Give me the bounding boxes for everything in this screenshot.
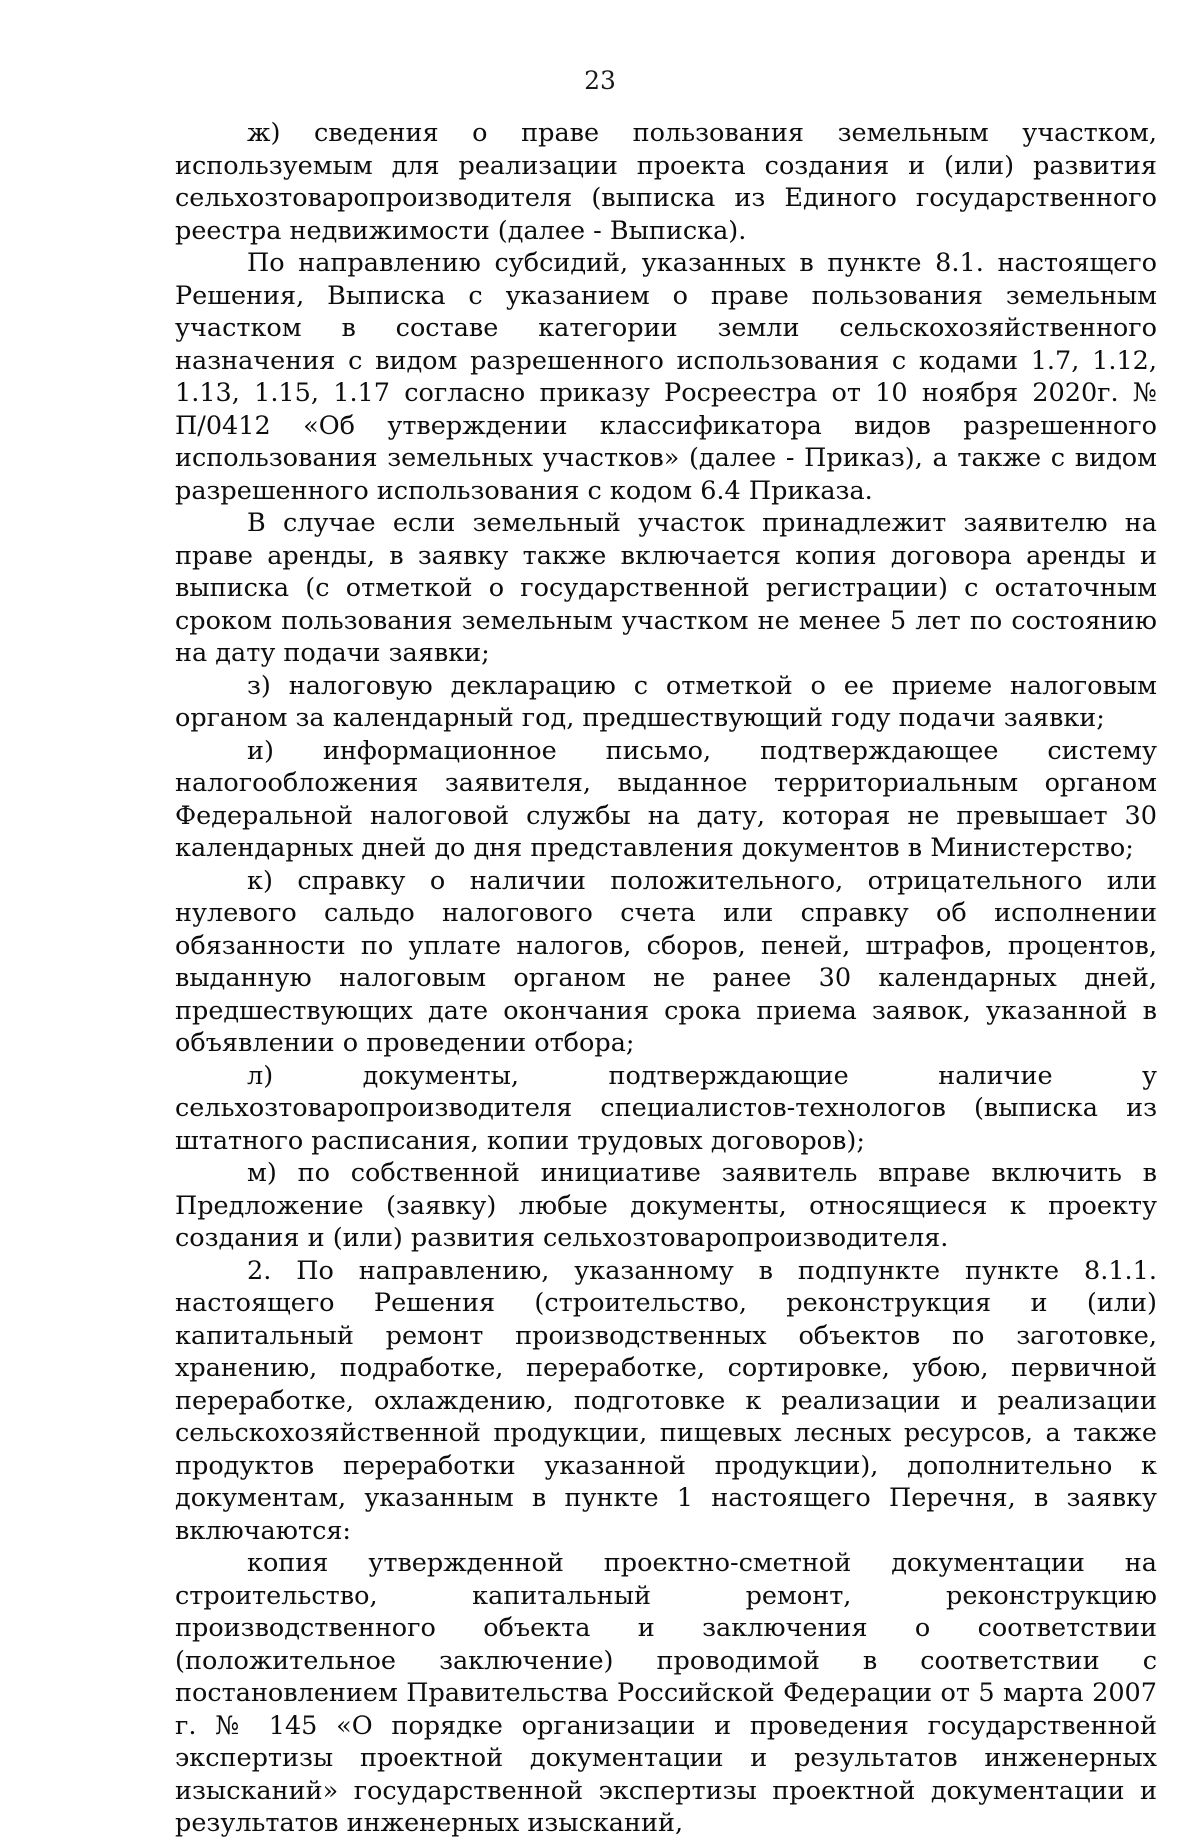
paragraph-i-information-letter: и) информационное письмо, подтверждающее систему налогообложения заявителя, выданное территориальным органом Федеральной налоговой службы на дату, которая не превышает 30 календарных дней до дня представления документов в Министерство;: [175, 735, 1157, 863]
paragraph-k-tax-balance-certificate: к) справку о наличии положительного, отрицательного или нулевого сальдо налогового счета или справку об исполнении обязанности по уплате налогов, сборов, пеней, штрафов, процентов, выданную налоговым органом не ранее 30 календарных дней, предшествующих дате окончания срока приема заявок, указанной в объявлении о проведении отбора;: [175, 865, 1157, 1058]
paragraph-l-specialists-documents: л) документы, подтверждающие наличие у сельхозтоваропроизводителя специалистов-технологов (выписка из штатного расписания, копии трудовых договоров);: [175, 1060, 1157, 1156]
document-body: [175, 117, 1157, 1840]
paragraph-m-optional-documents: м) по собственной инициативе заявитель вправе включить в Предложение (заявку) любые документы, относящиеся к проекту создания и (или) развития сельхозтоваропроизводителя.: [175, 1158, 1157, 1253]
paragraph-z-tax-declaration: з) налоговую декларацию с отметкой о ее приеме налоговым органом за календарный год, предшествующий году подачи заявки;: [175, 670, 1157, 733]
paragraph-subsidy-extract: По направлению субсидий, указанных в пункте 8.1. настоящего Решения, Выписка с указанием о праве пользования земельным участком в составе категории земли сельскохозяйственного назначения с видом разрешенного использования с кодами 1.7, 1.12, 1.13, 1.15, 1.17 согласно приказу Росреестра от 10 ноября 2020г. № П/0412 «Об утверждении классификатора видов разрешенного использования земельных участков» (далее - Приказ), а также с видом разрешенного использования с кодом 6.4 Приказа.: [175, 248, 1157, 506]
page-number: 23: [584, 66, 616, 95]
paragraph-lease-case: В случае если земельный участок принадлежит заявителю на праве аренды, в заявку также включается копия договора аренды и выписка (с отметкой о государственной регистрации) с остаточным сроком пользования земельным участком не менее 5 лет по состоянию на дату подачи заявки;: [175, 508, 1157, 668]
paragraph-2-construction-direction: 2. По направлению, указанному в подпункте пункте 8.1.1. настоящего Решения (строительство, реконструкция и (или) капитальный ремонт производственных объектов по заготовке, хранению, подработке, переработке, сортировке, убою, первичной переработке, охлаждению, подготовке к реализации и реализации сельскохозяйственной продукции, пищевых лесных ресурсов, а также продуктов переработки указанной продукции), дополнительно к документам, указанным в пункте 1 настоящего Перечня, в заявку включаются:: [175, 1255, 1157, 1546]
paragraph-project-documentation-copy: копия утвержденной проектно-сметной документации на строительство, капитальный ремонт, реконструкцию производственного объекта и заключения о соответствии (положительное заключение) проводимой в соответствии с постановлением Правительства Российской Федерации от 5 марта 2007 г. № 145 «О порядке организации и проведения государственной экспертизы проектной документации и результатов инженерных изысканий» государственной экспертизы проектной документации и результатов инженерных изысканий,: [175, 1548, 1157, 1838]
paragraph-zh-land-use-info: ж) сведения о праве пользования земельным участком, используемым для реализации проекта создания и (или) развития сельхозтоваропроизводителя (выписка из Единого государственного реестра недвижимости (далее - Выписка).: [175, 118, 1157, 246]
